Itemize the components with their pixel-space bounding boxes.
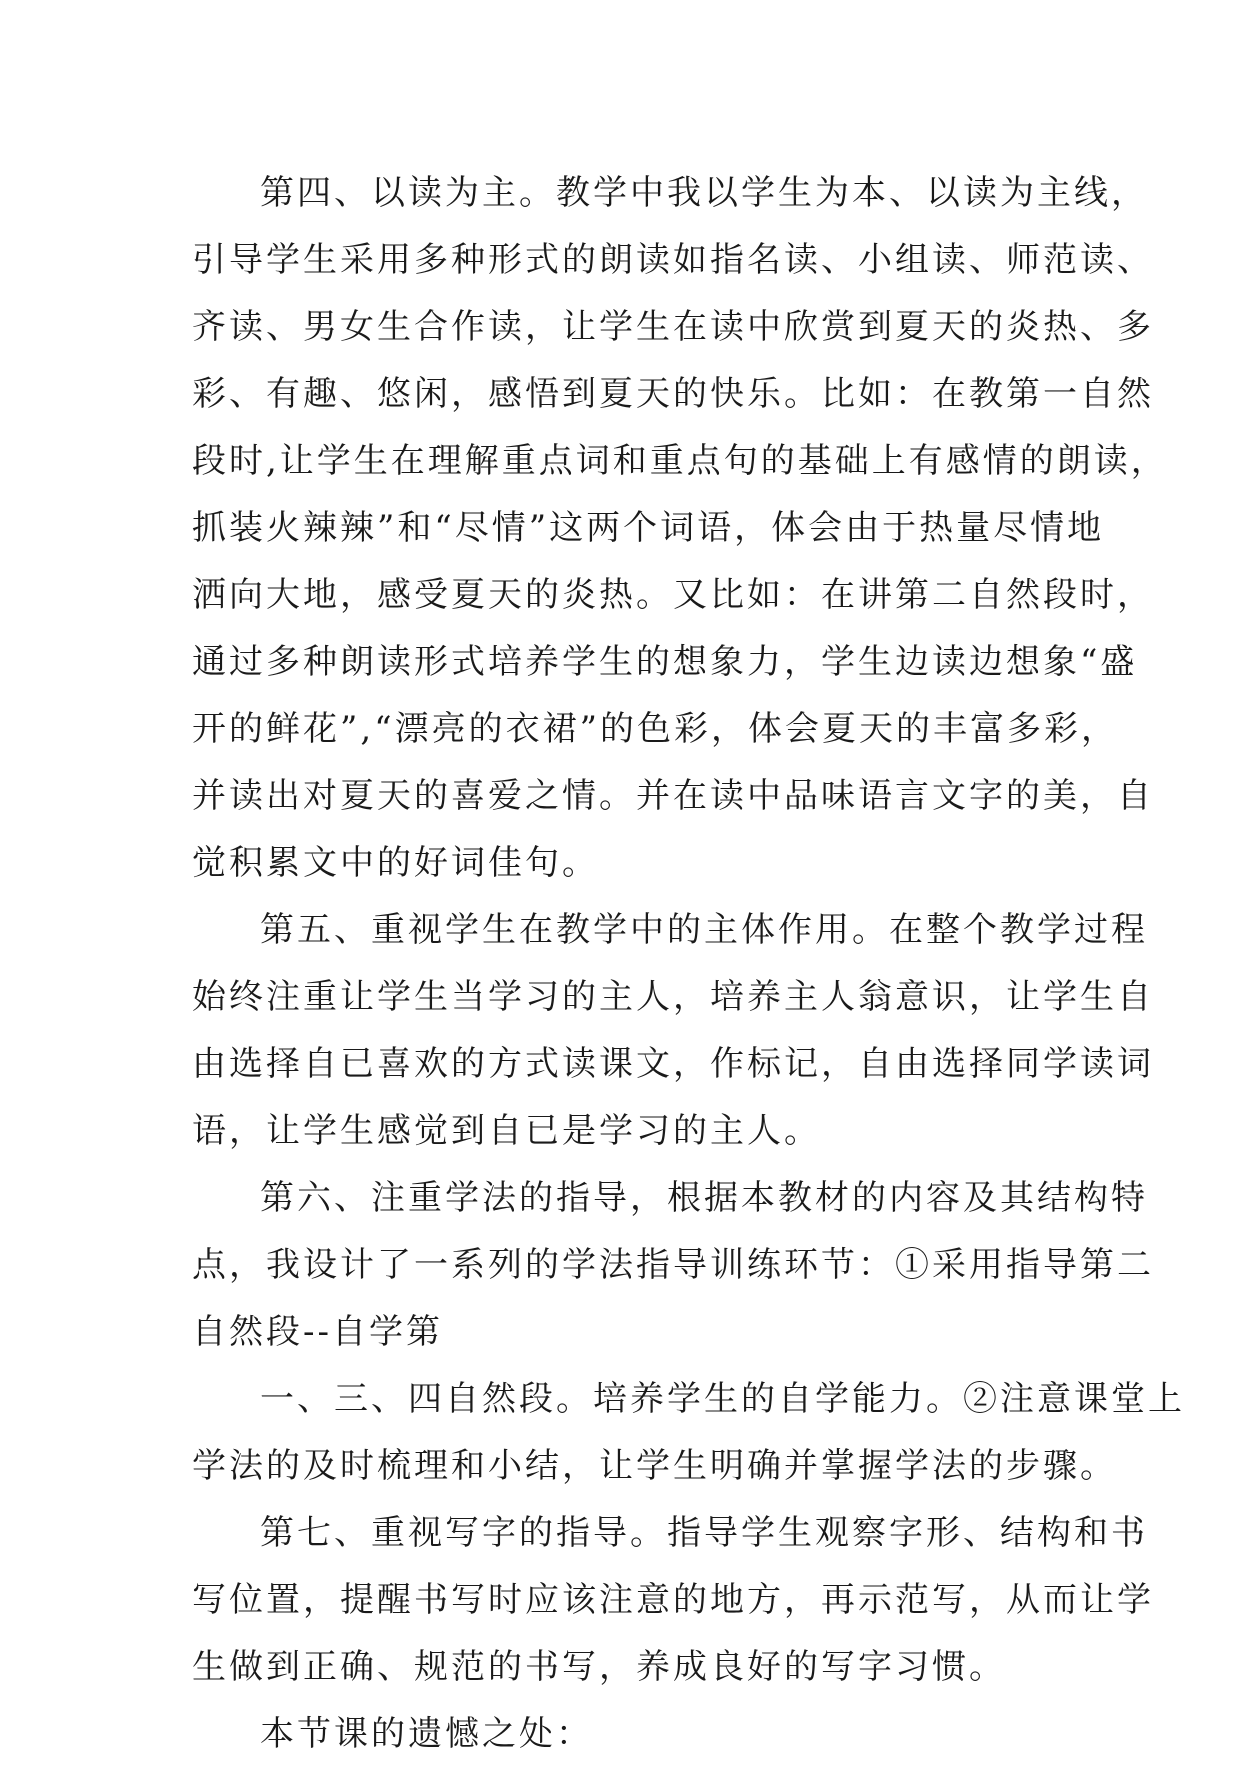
text-line: 抓装火辣辣”和“尽情”这两个词语，体会由于热量尽情地 <box>192 508 1105 548</box>
paragraph-study-method <box>192 1165 1154 1366</box>
text-line: 自然段--自学第 <box>192 1312 443 1352</box>
paragraph-self-study <box>192 1366 1185 1500</box>
paragraph-reading-focus <box>192 160 1168 897</box>
paragraph-regrets <box>192 1701 1072 1768</box>
text-line: 第七、重视写字的指导。指导学生观察字形、结构和书 <box>260 1513 1148 1553</box>
text-line: 并读出对夏天的喜爱之情。并在读中品味语言文字的美，自 <box>192 776 1154 816</box>
text-line: 开的鲜花”,“漂亮的衣裙”的色彩，体会夏天的丰富多彩， <box>192 709 1118 749</box>
text-line: 点，我设计了一系列的学法指导训练环节：①采用指导第二 <box>192 1245 1154 1285</box>
text-line: 引导学生采用多种形式的朗读如指名读、小组读、师范读、 <box>192 240 1154 280</box>
text-line: 写位置，提醒书写时应该注意的地方，再示范写，从而让学 <box>192 1580 1154 1620</box>
text-line: 语，让学生感觉到自已是学习的主人。 <box>192 1111 821 1151</box>
text-line: 生做到正确、规范的书写，养成良好的写字习惯。 <box>192 1647 1006 1687</box>
text-line: 一、三、四自然段。培养学生的自学能力。②注意课堂上 <box>260 1379 1185 1419</box>
text-line: 第五、重视学生在教学中的主体作用。在整个教学过程 <box>260 910 1148 950</box>
text-line: 通过多种朗读形式培养学生的想象力，学生边读边想象“盛 <box>192 642 1138 682</box>
text-line: 学法的及时梳理和小结，让学生明确并掌握学法的步骤。 <box>192 1446 1117 1486</box>
text-line: 齐读、男女生合作读，让学生在读中欣赏到夏天的炎热、多 <box>192 307 1154 347</box>
text-line: 彩、有趣、悠闲，感悟到夏天的快乐。比如：在教第一自然 <box>192 374 1154 414</box>
text-line: 第六、注重学法的指导，根据本教材的内容及其结构特 <box>260 1178 1148 1218</box>
text-line: 由选择自已喜欢的方式读课文，作标记，自由选择同学读词 <box>192 1044 1154 1084</box>
text-line: 段时,让学生在理解重点词和重点句的基础上有感情的朗读， <box>192 441 1168 481</box>
text-line: 始终注重让学生当学习的主人，培养主人翁意识，让学生自 <box>192 977 1154 1017</box>
text-line: 第四、以读为主。教学中我以学生为本、以读为主线， <box>260 173 1148 213</box>
paragraph-writing-guidance <box>192 1500 1154 1701</box>
text-line: 洒向大地，感受夏天的炎热。又比如：在讲第二自然段时， <box>192 575 1154 615</box>
text-line: 本节课的遗憾之处： <box>260 1714 593 1754</box>
paragraph-student-subject <box>192 897 1154 1165</box>
document-body <box>192 160 1185 1768</box>
text-line: 觉积累文中的好词佳句。 <box>192 843 599 883</box>
